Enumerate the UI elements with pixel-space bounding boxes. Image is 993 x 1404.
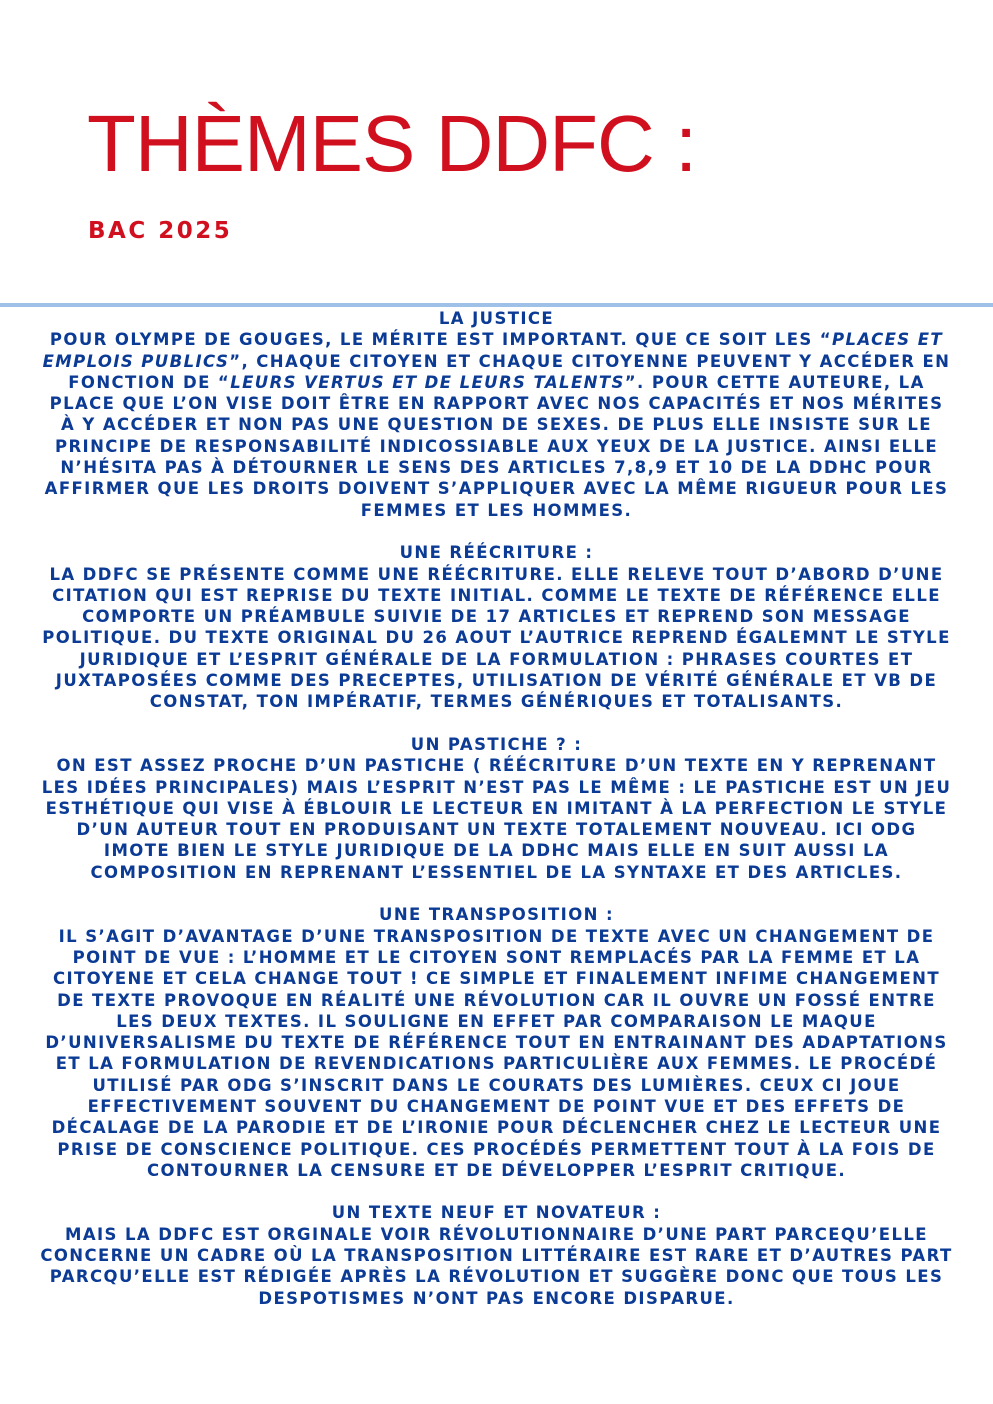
section-body: IL S’AGIT D’AVANTAGE D’UNE TRANSPOSITION DE TEXTE AVEC UN CHANGEMENT DE POINT DE VUE : L’HOMME ET LE CITOYEN SONT REMPLACÉS PAR LA FEMME ET LA CITOYENE ET CELA CHANGE TOUT ! CE SIMPLE ET FINALEMENT INFIME CHANGEMENT DE TEXTE PROVOQUE EN RÉALITÉ UNE RÉVOLUTION CAR IL OUVRE UN FOSSÉ ENTRE LES DEUX TEXTES. IL SOULIGNE EN EFFET PAR COMPARAISON LE MAQUE D’UNIVERSALISME DU TEXTE DE RÉFÉRENCE TOUT EN ENTRAINANT DES ADAPTATIONS ET LA FORMULATION DE REVENDICATIONS PARTICULIÈRE AUX FEMMES. LE PROCÉDÉ UTILISÉ PAR ODG S’INSCRIT DANS LE COURATS DES LUMIÈRES. CEUX CI JOUE EFFECTIVEMENT SOUVENT DU CHANGEMENT DE POINT VUE ET DES EFFETS DE DÉCALAGE DE LA PARODIE ET DE L’IRONIE POUR DÉCLENCHER CHEZ LE LECTEUR UNE PRISE DE CONSCIENCE POLITIQUE. CES PROCÉDÉS PERMETTENT TOUT À LA FOIS DE CONTOURNER LA CENSURE ET DE DÉVELOPPER L’ESPRIT CRITIQUE.: [45, 926, 948, 1180]
quotation: PLACES ET EMPLOIS PUBLICS: [42, 330, 944, 371]
body-text: ”, CHAQUE CITOYEN ET CHAQUE CITOYENNE PEUVENT Y ACCÉDER EN FONCTION DE “: [68, 351, 951, 392]
section-heading: UNE RÉÉCRITURE :: [399, 543, 594, 563]
page-subtitle: BAC 2025: [88, 218, 233, 244]
header-divider: [0, 303, 993, 307]
page-title: THÈMES DDFC :: [87, 99, 697, 188]
quotation: LEURS VERTUS ET DE LEURS TALENTS: [230, 372, 625, 392]
section-body: [40, 329, 953, 521]
section-reecriture: [40, 542, 953, 712]
section-heading: LA JUSTICE: [438, 309, 555, 328]
body-text: ”. POUR CETTE AUTEURE, LA PLACE QUE L’ON VISE DOIT ÊTRE EN RAPPORT AVEC NOS CAPACITÉS ET NOS MÉRITES À Y ACCÉDER ET NON PAS UNE QUESTION DE SEXES. DE PLUS ELLE INSISTE SUR LE PRINCIPE DE RESPONSABILITÉ INDICOSSIABLE AUX YEUX DE LA JUSTICE. AINSI ELLE N’HÉSITA PAS À DÉTOURNER LE SENS DES ARTICLES 7,8,9 ET 10 DE LA DDHC POUR AFFIRMER QUE LES DROITS DOIVENT S’APPLIQUER AVEC LA MÊME RIGUEUR POUR LES FEMMES ET LES HOMMES.: [44, 372, 949, 520]
section-texte-neuf: [40, 1202, 953, 1308]
section-transposition: [40, 904, 953, 1181]
section-body: MAIS LA DDFC EST ORGINALE VOIR RÉVOLUTIONNAIRE D’UNE PART PARCEQU’ELLE CONCERNE UN CADRE OÙ LA TRANSPOSITION LITTÉRAIRE EST RARE ET D’AUTRES PART PARCQU’ELLE EST RÉDIGÉE APRÈS LA RÉVOLUTION ET SUGGÈRE DONC QUE TOUS LES DESPOTISMES N’ONT PAS ENCORE DISPARUE.: [40, 1224, 953, 1308]
section-heading: UNE TRANSPOSITION :: [379, 905, 614, 925]
document-body: [40, 308, 953, 1330]
section-pastiche: [40, 734, 953, 883]
section-justice: [40, 308, 953, 521]
body-text: POUR OLYMPE DE GOUGES, LE MÉRITE EST IMPORTANT. QUE CE SOIT LES “: [49, 330, 833, 350]
section-body: LA DDFC SE PRÉSENTE COMME UNE RÉÉCRITURE. ELLE RELEVE TOUT D’ABORD D’UNE CITATION QUI EST REPRISE DU TEXTE INITIAL. COMME LE TEXTE DE RÉFÉRENCE ELLE COMPORTE UN PRÉAMBULE SUIVIE DE 17 ARTICLES ET REPREND SON MESSAGE POLITIQUE. DU TEXTE ORIGINAL DU 26 AOUT L’AUTRICE REPREND ÉGALEMNT LE STYLE JURIDIQUE ET L’ESPRIT GÉNÉRALE DE LA FORMULATION : PHRASES COURTES ET JUXTAPOSÉES COMME DES PRECEPTES, UTILISATION DE VÉRITÉ GÉNÉRALE ET VB DE CONSTAT, TON IMPÉRATIF, TERMES GÉNÉRIQUES ET TOTALISANTS.: [42, 564, 951, 712]
section-heading: UN PASTICHE ? :: [410, 734, 583, 754]
section-heading: UN TEXTE NEUF ET NOVATEUR :: [331, 1203, 662, 1223]
section-body: ON EST ASSEZ PROCHE D’UN PASTICHE ( RÉÉCRITURE D’UN TEXTE EN Y REPRENANT LES IDÉES PRINCIPALES) MAIS L’ESPRIT N’EST PAS LE MÊME : LE PASTICHE EST UN JEU ESTHÉTIQUE QUI VISE À ÉBLOUIR LE LECTEUR EN IMITANT À LA PERFECTION LE STYLE D’UN AUTEUR TOUT EN PRODUISANT UN TEXTE TOTALEMENT NOUVEAU. ICI ODG IMOTE BIEN LE STYLE JURIDIQUE DE LA DDHC MAIS ELLE EN SUIT AUSSI LA COMPOSITION EN REPRENANT L’ESSENTIEL DE LA SYNTAXE ET DES ARTICLES.: [41, 756, 952, 882]
